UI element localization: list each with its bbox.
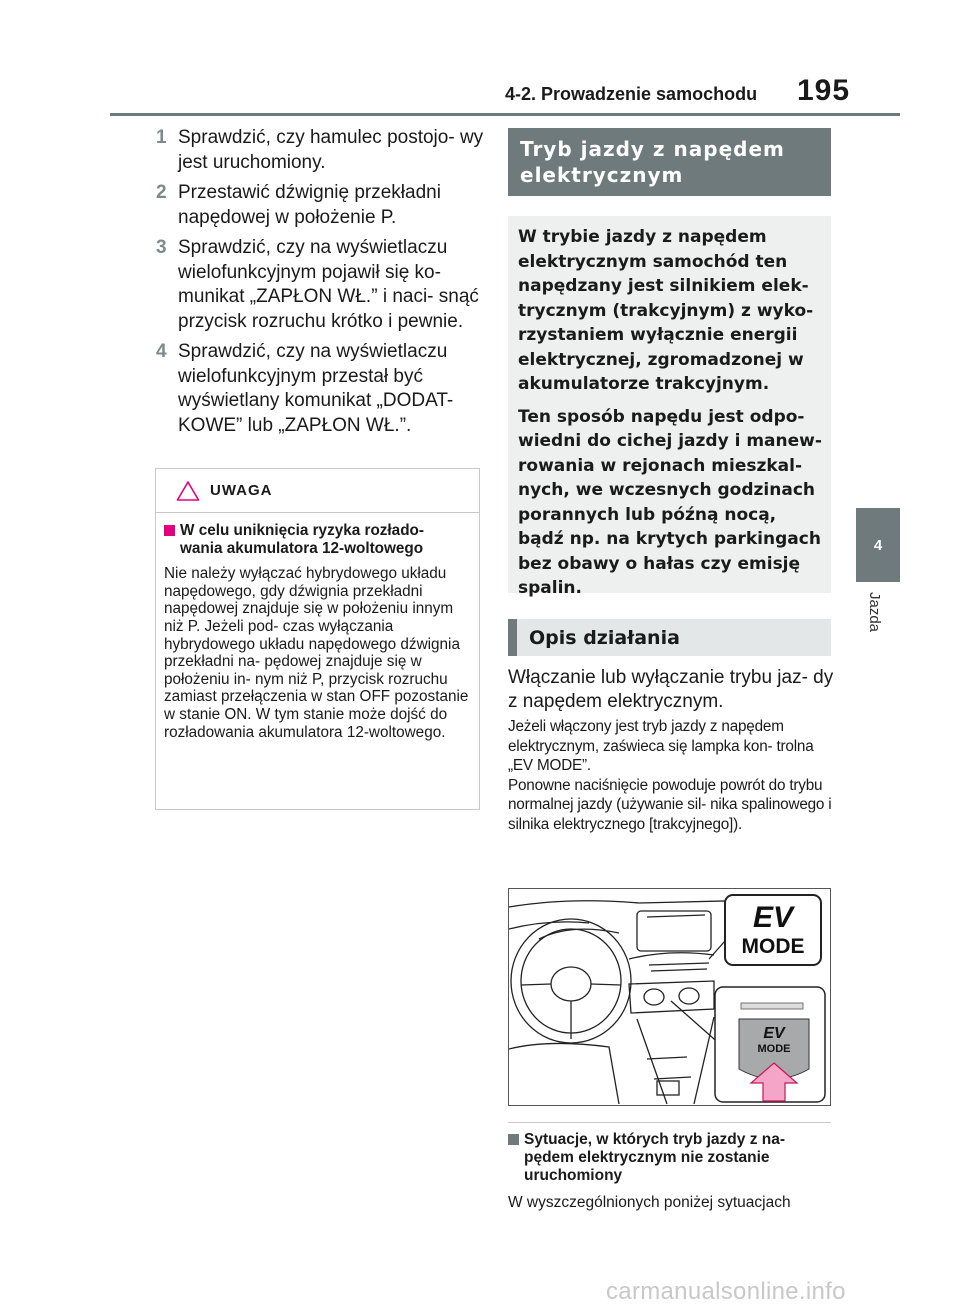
step-text: Sprawdzić, czy na wyświetlaczu wielofunkcyjnym pojawił się ko- munikat „ZAPŁON WŁ.” i naci- snąć przycisk rozruchu krótko i pewnie. [178, 237, 479, 332]
watermark: carmanualsonline.info [606, 1278, 846, 1305]
continuation-text: W wyszczególnionych poniżej sytuacjach [508, 1194, 791, 1211]
banner-line-1: Tryb jazdy z napędem [520, 137, 785, 161]
caution-subheading [164, 522, 469, 557]
section-banner [508, 128, 831, 196]
page-number: 195 [797, 74, 851, 107]
step-number: 1 [156, 127, 167, 148]
operation-description: Włączanie lub wyłączanie trybu jaz- dy z napędem elektrycznym. [508, 667, 834, 712]
banner-line-2: elektrycznym [520, 163, 684, 187]
intro-box [508, 216, 831, 598]
intro-paragraph: Ten sposób napędu jest odpo- wiedni do cichej jazdy i manew- rowania w rejonach mieszkal- nych, we wczesnych godzinach porannych lub późną nocą, bądź np. na krytych parkingach bez obawy o hałas czy emisję spalin. [518, 406, 822, 598]
subsection-title: Sytuacje, w których tryb jazdy z na- pędem elektrycznym nie zostanie uruchomiony [524, 1131, 785, 1184]
caution-subheading-text: W celu uniknięcia ryzyka rozłado- wania akumulatora 12-woltowego [180, 522, 424, 557]
small-mode-label: MODE [757, 1043, 791, 1055]
caution-text: Nie należy wyłączać hybrydowego układu napędowego, gdy dźwignia przekładni napędowej znajduje się w położeniu innym niż P. Jeżeli pod- czas wyłączania hybrydowego układu napędowego dźwignia przekładni na- pędowej znajduje się w położeniu in- nym niż P, przycisk rozruchu zamiast przełączenia w stan OFF pozostanie w stanie ON. W tym stanie może dojść do rozładowania akumulatora 12-woltowego. [164, 565, 469, 741]
section-title: Opis działania [529, 626, 680, 649]
divider [508, 1122, 831, 1123]
chapter-name: Jazda [866, 592, 883, 633]
section-heading [508, 619, 831, 656]
step-number: 3 [156, 237, 167, 258]
caution-title: UWAGA [210, 482, 273, 499]
step-number: 2 [156, 182, 167, 203]
ev-label: EV [752, 901, 794, 934]
detail-paragraph: Ponowne naciśnięcie powoduje powrót do trybu normalnej jazdy (używanie sil- nika spalinowego i silnika elektrycznego [trakcyjnego]). [508, 776, 832, 833]
bullet-square-icon [164, 525, 175, 536]
mode-label: MODE [741, 935, 805, 958]
subsection-heading [508, 1131, 832, 1185]
chapter-tab[interactable] [856, 508, 900, 582]
step-text: Przestawić dźwignię przekładni napędowej w położenie P. [178, 182, 441, 228]
operation-details [508, 717, 834, 834]
caution-header [156, 469, 479, 513]
step-item [156, 236, 486, 334]
intro-paragraph: W trybie jazdy z napędem elektrycznym samochód ten napędzany jest silnikiem elek- trycznym (trakcyjnym) z wyko- rzystaniem wyłącznie energii elektrycznej, zgromadzonej w akumulatorze trakcyjnym. [518, 227, 814, 394]
step-text: Sprawdzić, czy na wyświetlaczu wielofunkcyjnym przestał być wyświetlany komunikat „DODAT- KOWE” lub „ZAPŁON WŁ.”. [178, 341, 454, 436]
steps-list [156, 126, 486, 444]
step-text: Sprawdzić, czy hamulec postojo- wy jest uruchomiony. [178, 127, 484, 173]
detail-paragraph: Jeżeli włączony jest tryb jazdy z napędem elektrycznym, zaświeca się lampka kon- trolna „EV MODE”. [508, 718, 814, 774]
section-header: 4-2. Prowadzenie samochodu [505, 84, 758, 104]
small-ev-label: EV [763, 1025, 785, 1042]
caution-body [156, 513, 479, 741]
warning-triangle-icon [176, 480, 200, 502]
heading-accent-bar [508, 619, 517, 656]
header-rule [110, 113, 900, 116]
step-item [156, 126, 486, 175]
bullet-square-icon [508, 1134, 519, 1145]
step-number: 4 [156, 341, 167, 362]
step-item [156, 181, 486, 230]
ev-mode-illustration [508, 888, 831, 1106]
chapter-number: 4 [873, 536, 883, 554]
step-item [156, 340, 486, 438]
caution-box [155, 468, 480, 810]
dashboard-drawing [509, 889, 830, 1105]
